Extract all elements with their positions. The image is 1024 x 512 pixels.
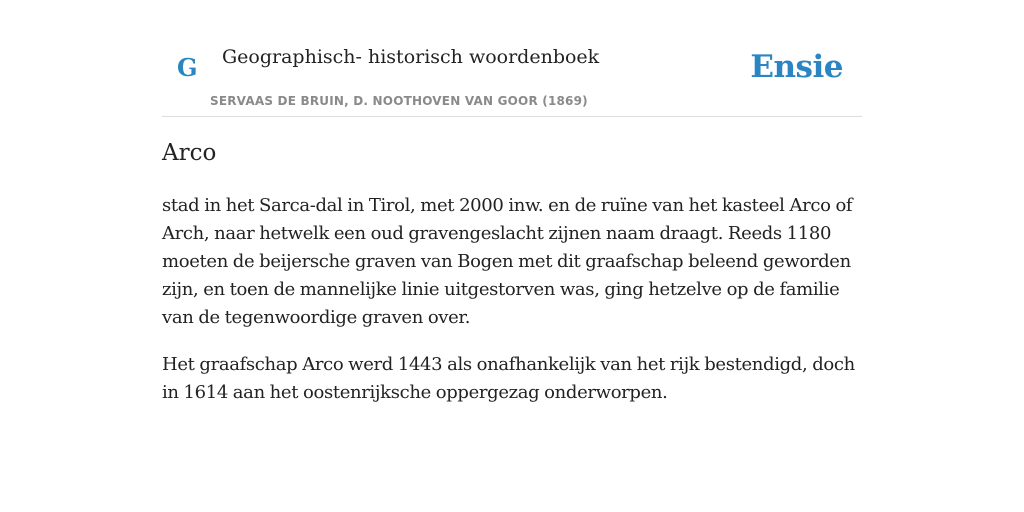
entry-paragraph: stad in het Sarca-dal in Tirol, met 2000 inw. en de ruïne van het kasteel Arco of Arch, naar hetwelk een oud gravengeslacht zijnen naam draagt. Reeds 1180 moeten de beijersche graven van Bogen met dit graafschap beleend geworden zijn, en toen de mannelijke linie uitgestorven was, ging hetzelve op de familie van de tegenwoordige graven over. (162, 195, 853, 328)
page-container (162, 0, 862, 403)
ensie-logo[interactable]: Ensie (750, 49, 843, 85)
book-header (162, 0, 862, 117)
entry-title: Arco (162, 140, 217, 166)
book-logo-icon[interactable]: G (177, 53, 198, 82)
book-title-link[interactable]: Geographisch- historisch woordenboek (222, 46, 600, 68)
entry-paragraph: Het graafschap Arco werd 1443 als onafhankelijk van het rijk bestendigd, doch in 1614 aan het oostenrijksche oppergezag onderworpen. (162, 354, 855, 403)
entry-body (162, 192, 862, 426)
book-author: SERVAAS DE BRUIN, D. NOOTHOVEN VAN GOOR (1869) (210, 94, 588, 108)
